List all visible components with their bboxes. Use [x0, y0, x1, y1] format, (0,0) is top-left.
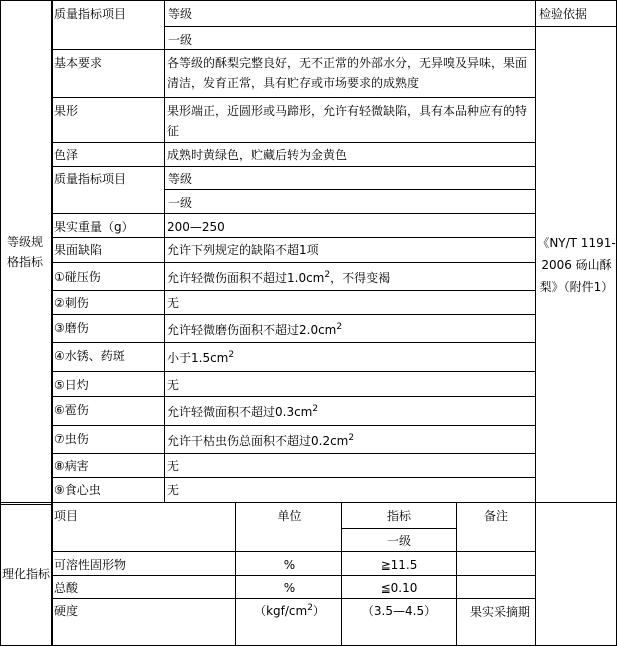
row-defects-item: 果面缺陷 [54, 243, 103, 257]
row-basic-item: 基本要求 [54, 56, 103, 70]
pc-h-header [52, 551, 536, 552]
h-defect-4 [52, 342, 536, 343]
border-left [0, 0, 1, 646]
pc-row-1-unit: % [283, 558, 296, 572]
h-grade-1 [164, 26, 536, 27]
pc-v-index [341, 502, 342, 646]
grade-level-1: 一级 [168, 33, 193, 47]
border-bottom [0, 645, 617, 646]
border-top [0, 0, 617, 1]
pc-v-unit [235, 502, 236, 646]
h-subheader [52, 166, 536, 167]
subheader-grade-level: 一级 [168, 196, 193, 210]
defect-8-item: ⑧病害 [54, 459, 89, 473]
pc-header-unit: 单位 [277, 509, 302, 523]
pc-header-grade-level: 一级 [386, 534, 411, 548]
pc-row-3-item: 硬度 [54, 604, 79, 618]
v-item [164, 0, 165, 503]
row-color-item: 色泽 [54, 148, 79, 162]
pc-h-grade [341, 528, 457, 529]
pc-row-3-remark: 果实采摘期 [469, 605, 530, 619]
h-defect-9 [52, 477, 536, 478]
pc-row-3-value: （3.5—4.5） [361, 604, 437, 618]
row-shape-item: 果形 [54, 104, 79, 118]
row-color-value: 成熟时黄绿色，贮藏后转为金黄色 [167, 148, 348, 162]
header-grade: 等级 [168, 7, 193, 21]
row-weight-item: 果实重量（g） [54, 220, 134, 234]
h-basis-header [535, 26, 617, 27]
pc-row-2-unit: % [283, 581, 296, 595]
section-divider [0, 502, 617, 503]
h-defect-3 [52, 314, 536, 315]
defect-4-value: 小于$1.5cm^2$ [167, 350, 235, 365]
defect-7-item: ⑦虫伤 [54, 432, 89, 446]
row-shape-value: 果形端正，近圆形或马蹄形，允许有轻微缺陷，具有本品种应有的特征 [167, 104, 528, 138]
h-defect-5 [52, 371, 536, 372]
pc-row-1-value: ≧11.5 [380, 558, 418, 572]
defect-4-item: ④水锈、药斑 [54, 349, 125, 363]
h-defect-6 [52, 396, 536, 397]
subheader-item: 质量指标项目 [54, 172, 127, 186]
inspection-basis-value: 《NY/T 1191-2006 砀山酥梨》（附件1） [537, 235, 616, 294]
defect-9-value: 无 [167, 483, 180, 497]
row-defects-value: 允许下列规定的缺陷不超1项 [167, 243, 319, 257]
defect-6-item: ⑥雹伤 [54, 403, 89, 417]
defect-1-item: ①碰压伤 [54, 270, 101, 284]
h-defects [52, 237, 536, 238]
header-basis: 检验依据 [539, 7, 588, 21]
h-defect-1 [52, 262, 536, 263]
pc-row-3-unit: $(kgf/cm^2)$ [254, 603, 325, 618]
defect-8-value: 无 [167, 459, 180, 473]
physchem-section-label: 理化指标 [1, 567, 50, 581]
pc-header-item: 项目 [54, 509, 79, 523]
pc-header-remark: 备注 [483, 509, 508, 523]
section-divider-inner [0, 504, 51, 505]
defect-3-value: 允许轻微磨伤面积不超过$2.0cm^2$ [167, 322, 343, 337]
h-weight [52, 213, 536, 214]
pc-row-1-item: 可溶性固形物 [54, 558, 127, 572]
defect-5-item: ⑤日灼 [54, 378, 89, 392]
row-basic-value: 各等级的酥梨完整良好，无不正常的外部水分，无异嗅及异味，果面清洁，发育正常，具有贮存或市场要求的成熟度 [167, 56, 528, 90]
defect-1-value: 允许轻微伤面积不超过$1.0cm^2$，不得变褐 [167, 270, 391, 285]
defect-5-value: 无 [167, 378, 180, 392]
row-weight-value: 200—250 [167, 220, 225, 234]
h-defect-8 [52, 453, 536, 454]
defect-9-item: ⑨食心虫 [54, 483, 101, 497]
defect-2-item: ②刺伤 [54, 296, 89, 310]
defect-3-item: ③磨伤 [54, 321, 89, 335]
h-subgrade [164, 189, 536, 190]
subheader-grade: 等级 [168, 172, 193, 186]
pc-h-row-2 [52, 598, 536, 599]
h-defect-2 [52, 290, 536, 291]
grade-section-label: 等级规格指标 [6, 235, 43, 269]
defect-2-value: 无 [167, 296, 180, 310]
h-defect-7 [52, 425, 536, 426]
header-item: 质量指标项目 [54, 7, 127, 21]
pc-v-remark [456, 502, 457, 646]
defect-6-value: 允许轻微面积不超过$0.3cm^2$ [167, 404, 319, 419]
pc-header-index: 指标 [386, 509, 411, 523]
pc-row-2-item: 总酸 [54, 581, 79, 595]
h-shape [52, 97, 536, 98]
h-basic [52, 49, 536, 50]
pc-h-row-1 [52, 575, 536, 576]
pc-row-2-value: ≦0.10 [380, 581, 418, 595]
h-color [52, 142, 536, 143]
defect-7-value: 允许干枯虫伤总面积不超过$0.2cm^2$ [167, 433, 355, 448]
